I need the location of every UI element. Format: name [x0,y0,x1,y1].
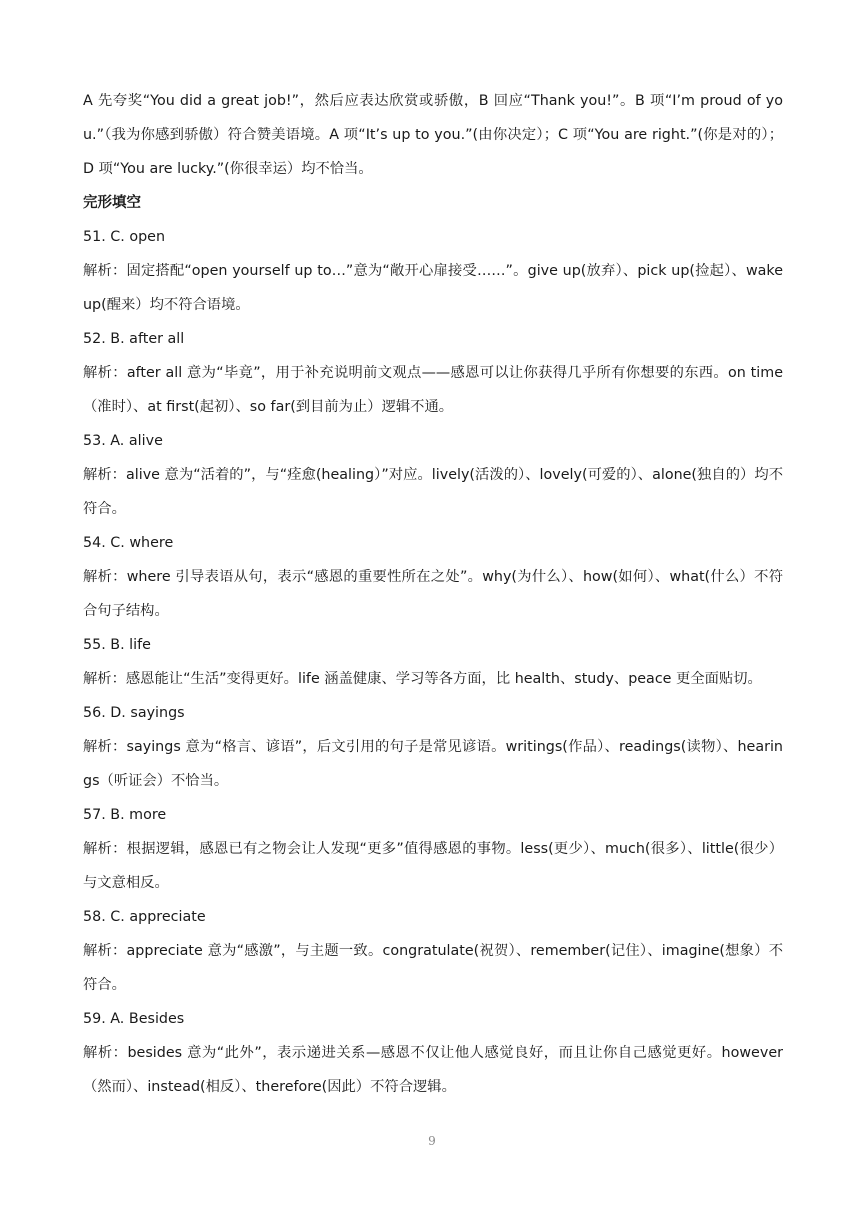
explanation-53: 解析：alive 意为“活着的”，与“痊愈(healing）”对应。lively(活泼的）、lovely(可爱的）、alone(独自的）均不符合。 [83,467,783,517]
page-number: 9 [428,1134,436,1148]
answer-title-54: 54. C. where [83,535,174,551]
answer-title-55: 55. B. life [83,637,151,653]
explanation-51: 解析：固定搭配“open yourself up to…”意为“敞开心扉接受……”。give up(放弃）、pick up(捡起）、wake up(醒来）均不符合语境。 [83,263,783,313]
explanation-56: 解析：sayings 意为“格言、谚语”，后文引用的句子是常见谚语。writings(作品）、readings(读物）、hearings（听证会）不恰当。 [83,739,783,789]
explanation-52: 解析：after all 意为“毕竟”，用于补充说明前文观点——感恩可以让你获得几乎所有你想要的东西。on time（准时）、at first(起初）、so far(到目前为止）逻辑不通。 [83,365,783,415]
explanation-54: 解析：where 引导表语从句，表示“感恩的重要性所在之处”。why(为什么）、how(如何）、what(什么）不符合句子结构。 [83,569,783,619]
intro-paragraph: A 先夸奖“You did a great job!”，然后应表达欣赏或骄傲，B 回应“Thank you!”。B 项“I’m proud of you.”（我为你感到骄傲）符合赞美语境。A 项“It’s up to you.”(由你决定）；C 项“You are right.”(你是对的）；D 项“You are lucky.”(你很幸运）均不恰当。 [83,93,783,177]
answer-title-53: 53. A. alive [83,433,163,449]
explanation-55: 解析：感恩能让“生活”变得更好。life 涵盖健康、学习等各方面，比 health、study、peace 更全面贴切。 [83,671,762,687]
explanation-57: 解析：根据逻辑，感恩已有之物会让人发现“更多”值得感恩的事物。less(更少）、much(很多）、little(很少）与文意相反。 [83,841,783,891]
answer-title-51: 51. C. open [83,229,166,245]
answer-title-58: 58. C. appreciate [83,909,206,925]
answer-title-56: 56. D. sayings [83,705,185,721]
answer-title-52: 52. B. after all [83,331,185,347]
explanation-59: 解析：besides 意为“此外”，表示递进关系—感恩不仅让他人感觉良好，而且让你自己感觉更好。however（然而）、instead(相反）、therefore(因此）不符合逻辑。 [83,1045,783,1095]
section-heading: 完形填空 [83,195,141,211]
answer-title-59: 59. A. Besides [83,1011,185,1027]
document-page [83,84,783,1104]
explanation-58: 解析：appreciate 意为“感激”，与主题一致。congratulate(祝贺）、remember(记住）、imagine(想象）不符合。 [83,943,783,993]
answer-title-57: 57. B. more [83,807,167,823]
